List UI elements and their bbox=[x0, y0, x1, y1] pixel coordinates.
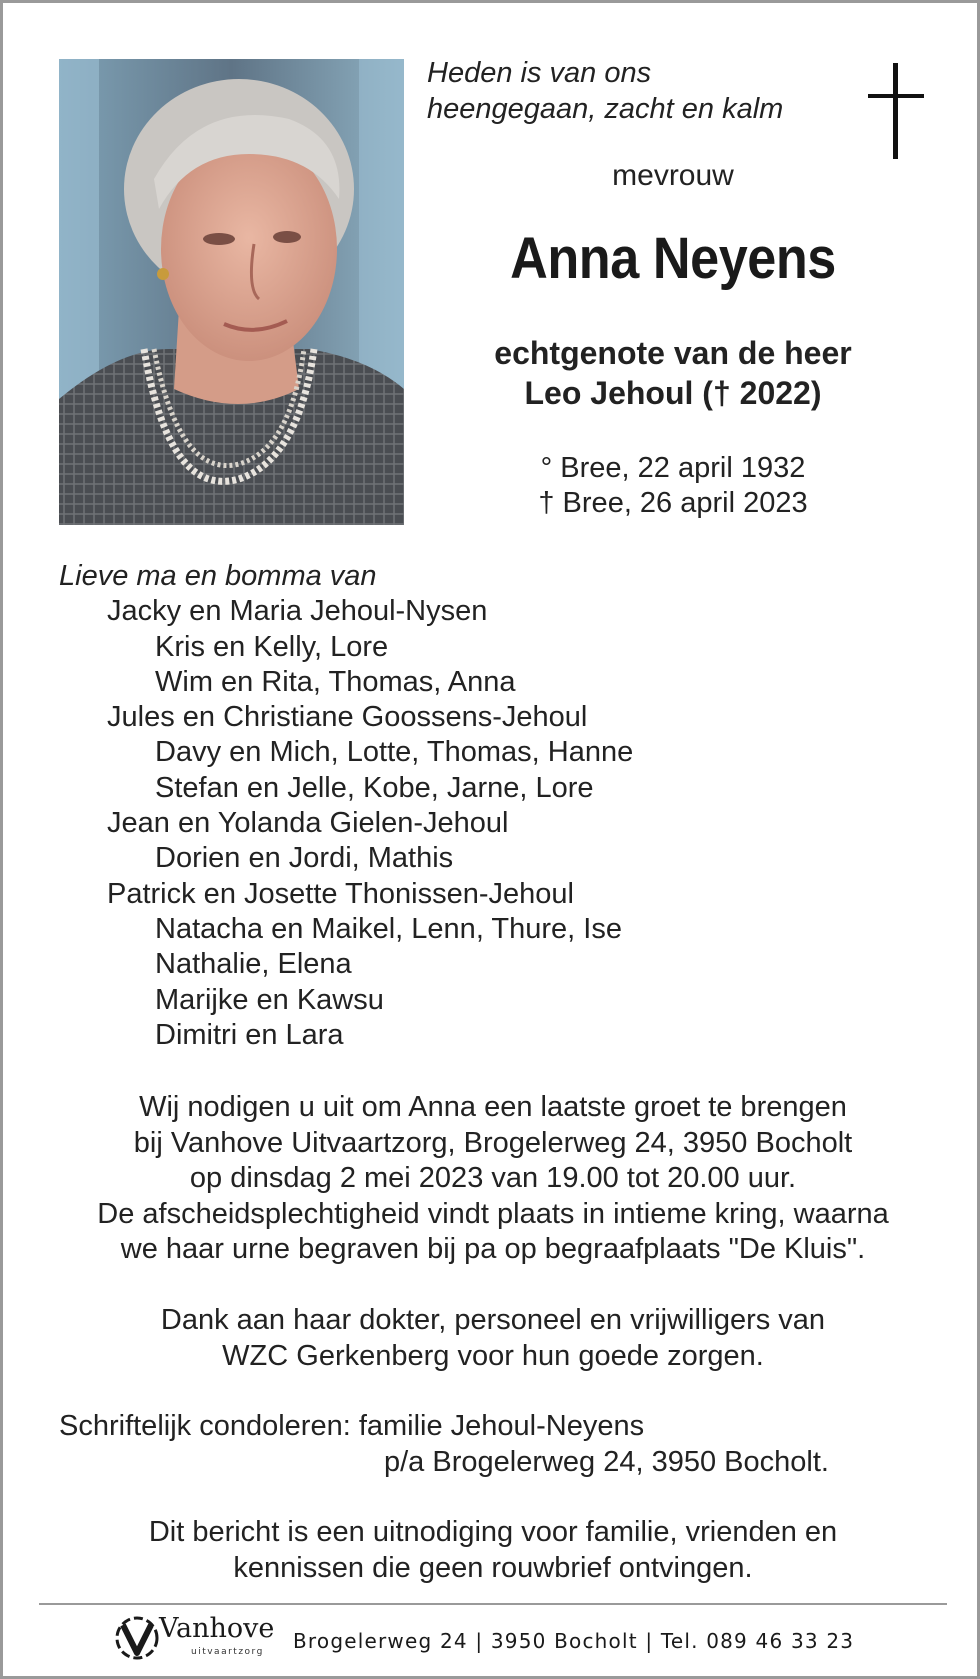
latin-cross-icon bbox=[868, 63, 924, 159]
portrait-photo bbox=[59, 59, 404, 525]
title-prefix: mevrouw bbox=[612, 159, 734, 192]
family-parents: Patrick en Josette Thonissen-Jehoul bbox=[107, 877, 574, 910]
spouse-line-2: Leo Jehoul († 2022) bbox=[524, 375, 822, 411]
death-date: † Bree, 26 april 2023 bbox=[538, 487, 808, 519]
thanks-text bbox=[43, 1303, 943, 1374]
family-parents: Jean en Yolanda Gielen-Jehoul bbox=[107, 807, 509, 840]
family-children: Marijke en Kawsu bbox=[155, 983, 384, 1016]
family-parents: Jacky en Maria Jehoul-Nysen bbox=[107, 595, 488, 628]
intro-line-1: Heden is van ons bbox=[427, 57, 652, 89]
family-children: Wim en Rita, Thomas, Anna bbox=[155, 665, 516, 698]
logo-name: Vanhove bbox=[159, 1613, 275, 1644]
family-children: Dimitri en Lara bbox=[155, 1018, 344, 1051]
family-lead: Lieve ma en bomma van bbox=[59, 560, 377, 592]
logo-subtitle: uitvaartzorg bbox=[191, 1647, 264, 1657]
family-children: Nathalie, Elena bbox=[155, 948, 352, 981]
family-children: Natacha en Maikel, Lenn, Thure, Ise bbox=[155, 912, 622, 945]
footer bbox=[113, 1607, 933, 1673]
intro-line-2: heengegaan, zacht en kalm bbox=[427, 93, 784, 125]
invitation-text bbox=[43, 1090, 943, 1268]
family-children: Davy en Mich, Lotte, Thomas, Hanne bbox=[155, 736, 634, 769]
notice-line: kennissen die geen rouwbrief ontvingen. bbox=[233, 1551, 753, 1584]
family-children: Stefan en Jelle, Kobe, Jarne, Lore bbox=[155, 771, 594, 804]
family-children: Dorien en Jordi, Mathis bbox=[155, 842, 454, 875]
invitation-line: Wij nodigen u uit om Anna een laatste groet te brengen bbox=[139, 1091, 847, 1123]
birth-date: ° Bree, 22 april 1932 bbox=[540, 452, 806, 484]
invitation-line: op dinsdag 2 mei 2023 van 19.00 tot 20.00 uur. bbox=[189, 1162, 797, 1194]
family-children: Kris en Kelly, Lore bbox=[155, 630, 389, 663]
condolence-address bbox=[59, 1409, 919, 1480]
condolence-line-2: p/a Brogelerweg 24, 3950 Bocholt. bbox=[384, 1445, 829, 1478]
deceased-name: Anna Neyens bbox=[510, 226, 836, 291]
invitation-line: bij Vanhove Uitvaartzorg, Brogelerweg 24, 3950 Bocholt bbox=[133, 1126, 853, 1159]
condolence-line-1: Schriftelijk condoleren: familie Jehoul-Neyens bbox=[59, 1410, 645, 1442]
footer-divider bbox=[39, 1603, 947, 1605]
spouse-info bbox=[423, 333, 923, 413]
vanhove-v-logo-icon bbox=[113, 1613, 163, 1663]
spouse-line-1: echtgenote van de heer bbox=[494, 335, 852, 371]
thanks-line: WZC Gerkenberg voor hun goede zorgen. bbox=[222, 1339, 764, 1372]
portrait-illustration bbox=[59, 59, 404, 525]
thanks-line: Dank aan haar dokter, personeel en vrijwilligers van bbox=[160, 1304, 826, 1336]
family-list bbox=[59, 559, 919, 1053]
family-parents: Jules en Christiane Goossens-Jehoul bbox=[107, 701, 588, 734]
life-dates bbox=[423, 451, 923, 521]
invitation-line: we haar urne begraven bij pa op begraafplaats "De Kluis". bbox=[120, 1233, 866, 1265]
notice-text bbox=[43, 1515, 943, 1586]
invitation-line: De afscheidsplechtigheid vindt plaats in intieme kring, waarna bbox=[97, 1197, 889, 1230]
notice-line: Dit bericht is een uitnodiging voor familie, vrienden en bbox=[148, 1516, 838, 1548]
intro-text bbox=[427, 55, 827, 127]
footer-contact: Brogelerweg 24 | 3950 Bocholt | Tel. 089 46 33 23 bbox=[293, 1629, 855, 1653]
